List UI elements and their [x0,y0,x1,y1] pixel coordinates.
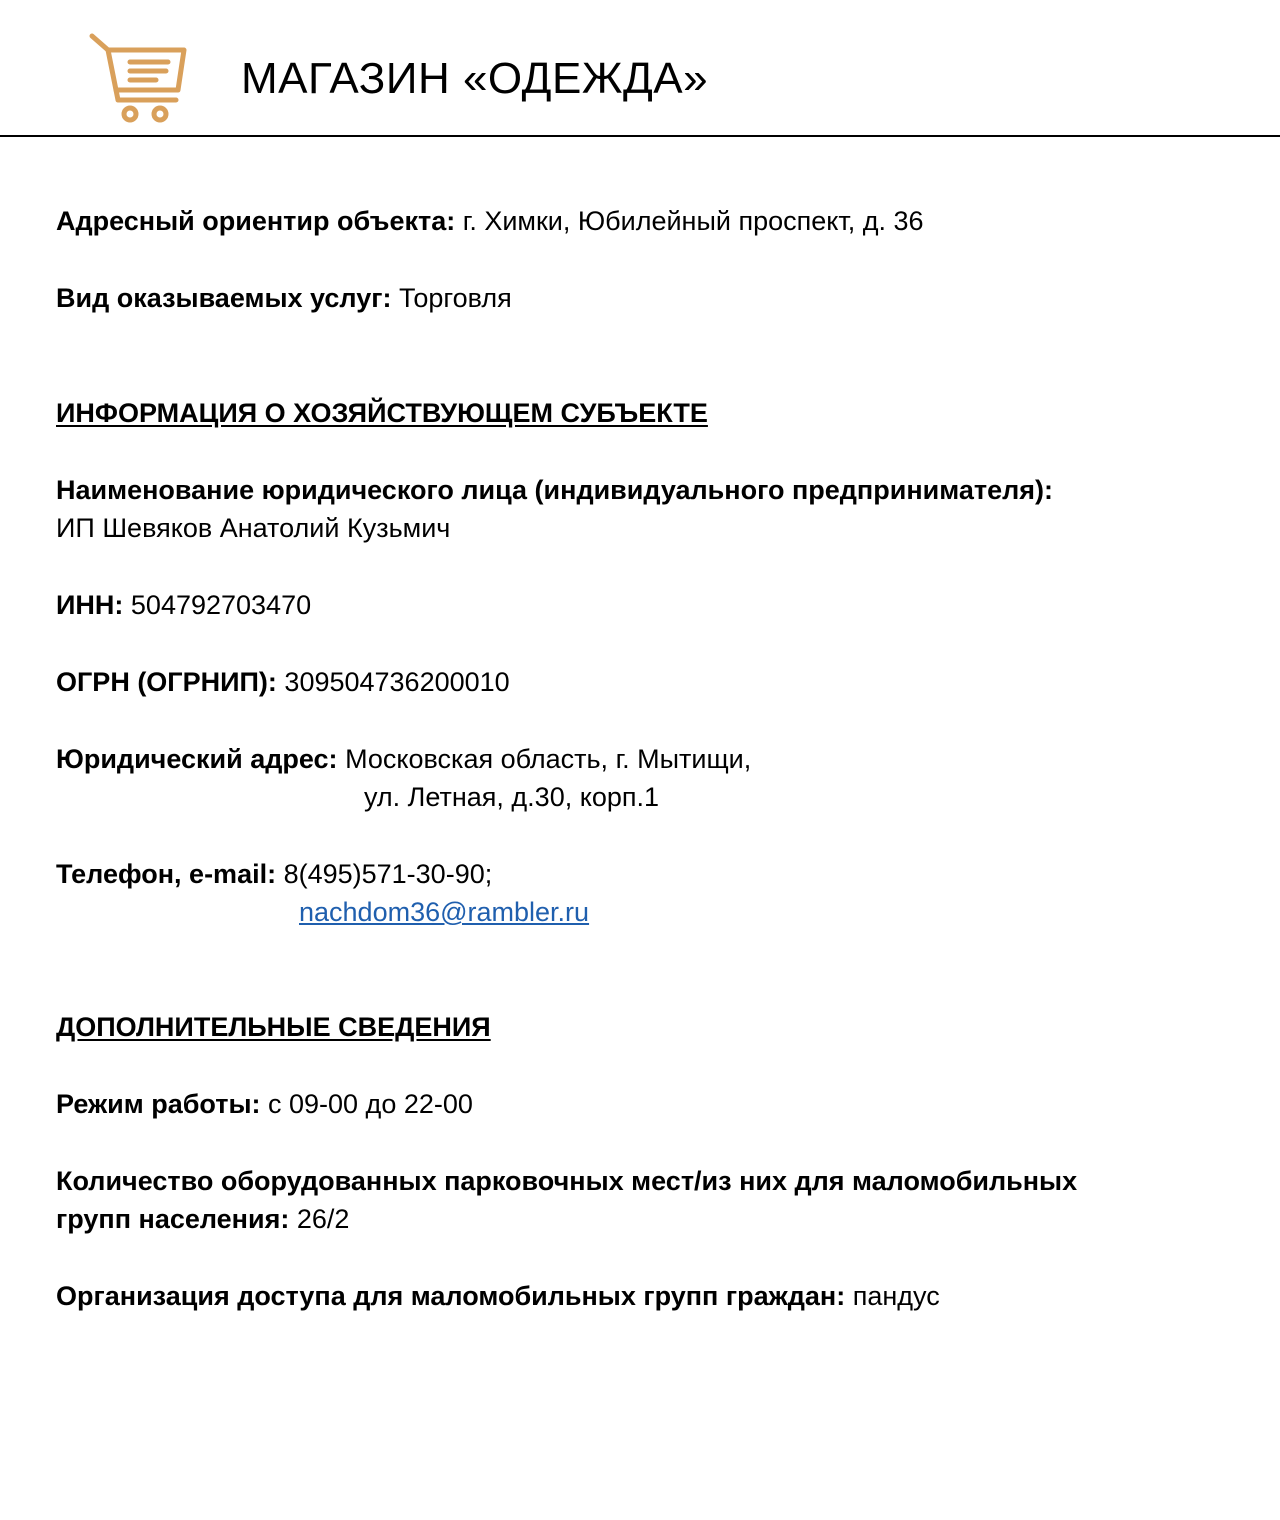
extra-section-heading: ДОПОЛНИТЕЛЬНЫЕ СВЕДЕНИЯ [56,1012,491,1042]
services-type-value: Торговля [391,283,512,313]
object-address-label: Адресный ориентир объекта: [56,206,456,236]
inn-label: ИНН: [56,590,124,620]
working-hours-value: с 09-00 до 22-00 [260,1089,473,1119]
ogrn-value: 309504736200010 [276,667,510,697]
ogrn-label: ОГРН (ОГРНИП): [56,667,277,697]
contacts-label: Телефон, e-mail: [56,859,277,889]
accessibility-label: Организация доступа для маломобильных групп граждан: [56,1281,846,1311]
accessibility-row [56,1277,940,1315]
ogrn-row [56,663,510,701]
legal-address-row [56,740,751,778]
shopping-cart-icon [86,30,190,126]
services-type-label: Вид оказываемых услуг: [56,283,392,313]
accessibility-value: пандус [845,1281,940,1311]
entity-name-value: ИП Шевяков Анатолий Кузьмич [56,513,451,543]
page-title: МАГАЗИН «ОДЕЖДА» [241,54,709,103]
email-link[interactable]: nachdom36@rambler.ru [299,897,590,927]
parking-row [56,1200,349,1238]
entity-name-label: Наименование юридического лица (индивидуального предпринимателя): [56,475,1053,505]
object-address-value: г. Химки, Юбилейный проспект, д. 36 [455,206,924,236]
contacts-row [56,855,492,893]
parking-label-line2: групп населения: [56,1204,290,1234]
legal-address-line1: Московская область, г. Мытищи, [337,744,752,774]
phone-value: 8(495)571-30-90; [276,859,493,889]
legal-address-line2: ул. Летная, д.30, корп.1 [364,782,659,812]
inn-value: 504792703470 [123,590,312,620]
working-hours-row [56,1085,473,1123]
parking-label-line1: Количество оборудованных парковочных мест/из них для маломобильных [56,1166,1078,1196]
inn-row [56,586,311,624]
legal-address-label: Юридический адрес: [56,744,338,774]
entity-section-heading: ИНФОРМАЦИЯ О ХОЗЯЙСТВУЮЩЕМ СУБЪЕКТЕ [56,398,708,428]
page-header [0,0,1280,137]
services-type [56,279,512,317]
parking-value: 26/2 [289,1204,350,1234]
object-address [56,202,924,240]
working-hours-label: Режим работы: [56,1089,261,1119]
